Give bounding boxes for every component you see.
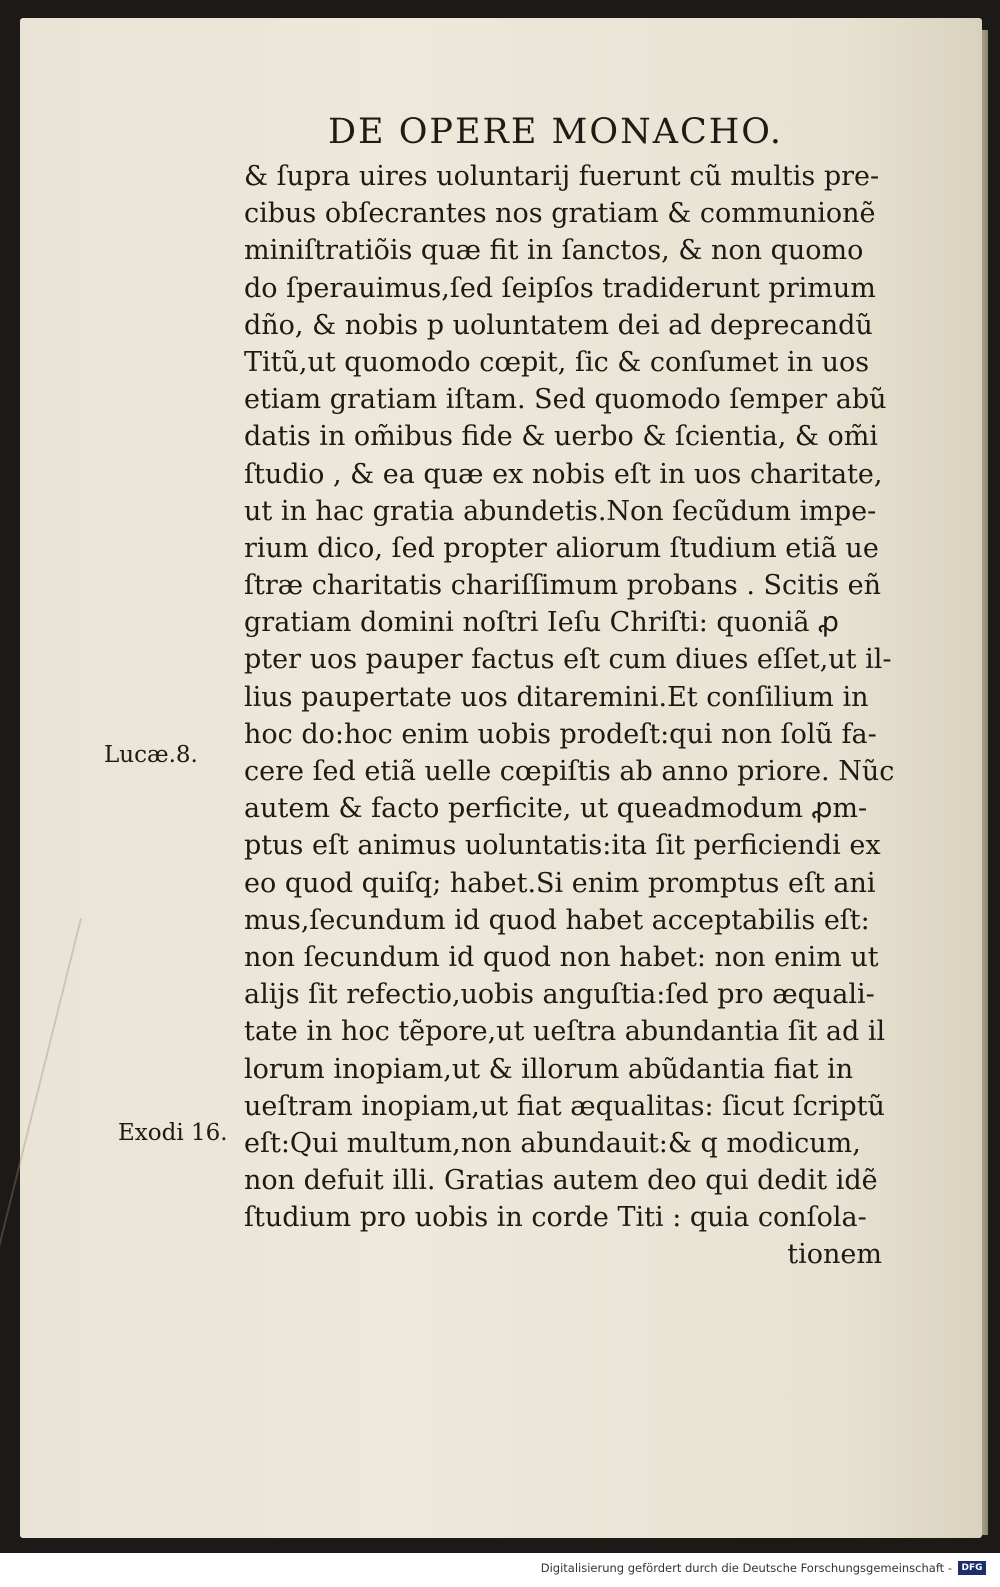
text-line: miniſtratiõis quæ fit in ſanctos, & non quomo (244, 235, 864, 267)
text-line: lius paupertate uos ditaremini.Et conſilium in (244, 681, 869, 713)
text-line: ueſtram inopiam,ut fiat æqualitas: ſicut ſcriptũ (244, 1090, 885, 1122)
text-line: ſtræ charitatis chariſſimum probans . Scitis eñ (244, 570, 882, 602)
catchword: tionem (787, 1239, 882, 1271)
text-line: autem & facto perficite, ut queadmodum ꝓm- (244, 793, 868, 825)
footer-bar (0, 1553, 1000, 1587)
margin-note-lucae: Lucæ.8. (104, 742, 198, 768)
text-line: ſtudium pro uobis in corde Titi : quia conſola- (244, 1202, 867, 1234)
text-line: non ſecundum id quod non habet: non enim ut (244, 941, 879, 973)
text-line: do ſperauimus,ſed ſeipſos tradiderunt primum (244, 272, 876, 304)
text-line: ptus eſt animus uoluntatis:ita ſit perficiendi ex (244, 830, 881, 862)
text-line: eſt:Qui multum,non abundauit:& q modicum, (244, 1127, 861, 1159)
body-text (244, 158, 934, 1274)
text-line: alijs ſit refectio,uobis anguſtia:ſed pro æquali- (244, 979, 875, 1011)
text-line: ut in hac gratia abundetis.Non ſecũdum impe- (244, 495, 877, 527)
text-line: tate in hoc tẽpore,ut ueſtra abundantia ſit ad il (244, 1016, 886, 1048)
text-line: gratiam domini noſtri Ieſu Chriſti: quoniã ꝓ (244, 607, 839, 639)
text-line: non defuit illi. Gratias autem deo qui dedit idẽ (244, 1165, 878, 1197)
footer-credit: Digitalisierung gefördert durch die Deutsche Forschungsgemeinschaft - (540, 1561, 952, 1575)
text-line: & ſupra uires uoluntarij fuerunt cũ multis pre- (244, 161, 880, 192)
text-line: etiam gratiam iſtam. Sed quomodo ſemper abũ (244, 384, 887, 416)
text-line: hoc do:hoc enim uobis prodeſt:qui non ſolũ fa- (244, 718, 877, 750)
paper-crease (0, 918, 82, 1520)
text-line: cibus obſecrantes nos gratiam & communionẽ (244, 198, 876, 230)
margin-note-exodi: Exodi 16. (118, 1120, 228, 1146)
text-line: cere ſed etiã uelle cœpiſtis ab anno priore. Nũc (244, 756, 895, 787)
text-line: ſtudio , & ea quæ ex nobis eſt in uos charitate, (244, 458, 883, 490)
text-line: mus,ſecundum id quod habet acceptabilis eſt: (244, 904, 870, 936)
text-line: datis in om̃ibus fide & uerbo & ſcientia, & om̃i (244, 421, 878, 453)
text-line: Titũ,ut quomodo cœpit, ſic & conſumet in uos (244, 346, 870, 378)
text-line: eo quod quiſq; habet.Si enim promptus eſt ani (244, 867, 876, 899)
text-line: rium dico, ſed propter aliorum ſtudium etiã ue (244, 532, 879, 564)
running-head: DE OPERE MONACHO. (328, 112, 784, 152)
text-line: lorum inopiam,ut & illorum abũdantia fiat in (244, 1053, 854, 1085)
dfg-logo: DFG (958, 1561, 986, 1575)
text-line: dño, & nobis p uoluntatem dei ad deprecandũ (244, 309, 873, 341)
text-line: pter uos pauper factus eſt cum diues eſſet,ut il- (244, 644, 892, 676)
